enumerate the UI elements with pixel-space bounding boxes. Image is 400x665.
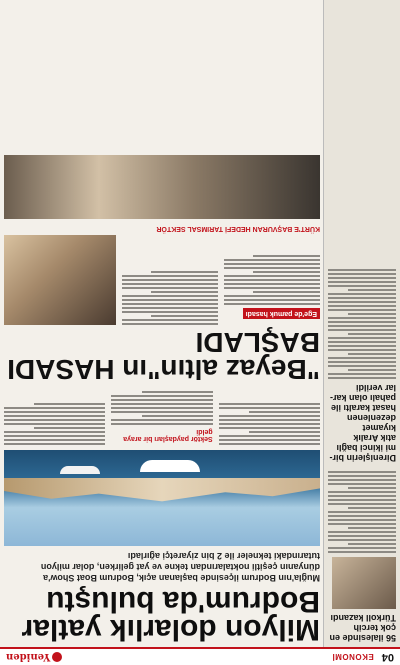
sidebar-headline: 56 ilalesinde en çok tercih Türkoll kazandı <box>329 613 396 643</box>
yacht-shape <box>140 460 200 472</box>
logo-text: Yeniden <box>6 651 51 663</box>
column-1 <box>219 391 320 445</box>
main-content <box>4 2 320 645</box>
sidebar-photo <box>332 557 396 609</box>
cotton-text <box>224 235 320 325</box>
cotton-tag: Ege'de pamuk hasadı <box>243 308 320 319</box>
lead-deck: Muğla'nın Bodrum ilçesinde başlanan açık, Bodrum Boat Show'a dünyanın çeşitli noktalarından tekne ve yat gelirken, dolar milyon tutarındaki tekneler ile 2 bin ziyaretçi ağırladı <box>40 551 320 583</box>
sidebar-column <box>323 0 400 647</box>
cotton-harvest-photo <box>4 235 116 325</box>
coast-hill <box>4 478 320 504</box>
column-2 <box>111 391 212 445</box>
page-header <box>0 647 400 665</box>
column-subhead: Sektör paydaşları bir araya geldi <box>123 428 213 442</box>
sidebar-second-headline: Direnişlerin bir-mi ikinci bağlı atık Aralık kıyamet dezenlenen hasat karaltı ile pahalı olan kar-lar verildi <box>329 383 396 463</box>
page-number: 04 <box>381 651 394 663</box>
cotton-story <box>4 235 320 325</box>
logo-icon <box>52 652 62 662</box>
newspaper-logo <box>6 652 62 663</box>
sidebar-body-text <box>328 471 396 553</box>
sidebar-body-text-2 <box>328 269 396 379</box>
yacht-photo <box>4 450 320 546</box>
yacht-shape-small <box>60 466 100 474</box>
section-label: EKONOMİ <box>332 652 374 662</box>
bottom-photo <box>4 155 320 219</box>
column-3 <box>4 391 105 445</box>
cotton-text-2 <box>122 235 218 325</box>
lead-headline: Milyon dolarlık yatlar Bodrum'da buluştu <box>21 585 320 646</box>
lead-columns <box>4 391 320 445</box>
cotton-headline: "Beyaz altın"ın HASADI BAŞLADI <box>7 327 320 385</box>
bottom-caption: KÜRT'E BAŞVURAN HEDEFİ TARIMSAL SEKTÖR <box>156 225 320 232</box>
